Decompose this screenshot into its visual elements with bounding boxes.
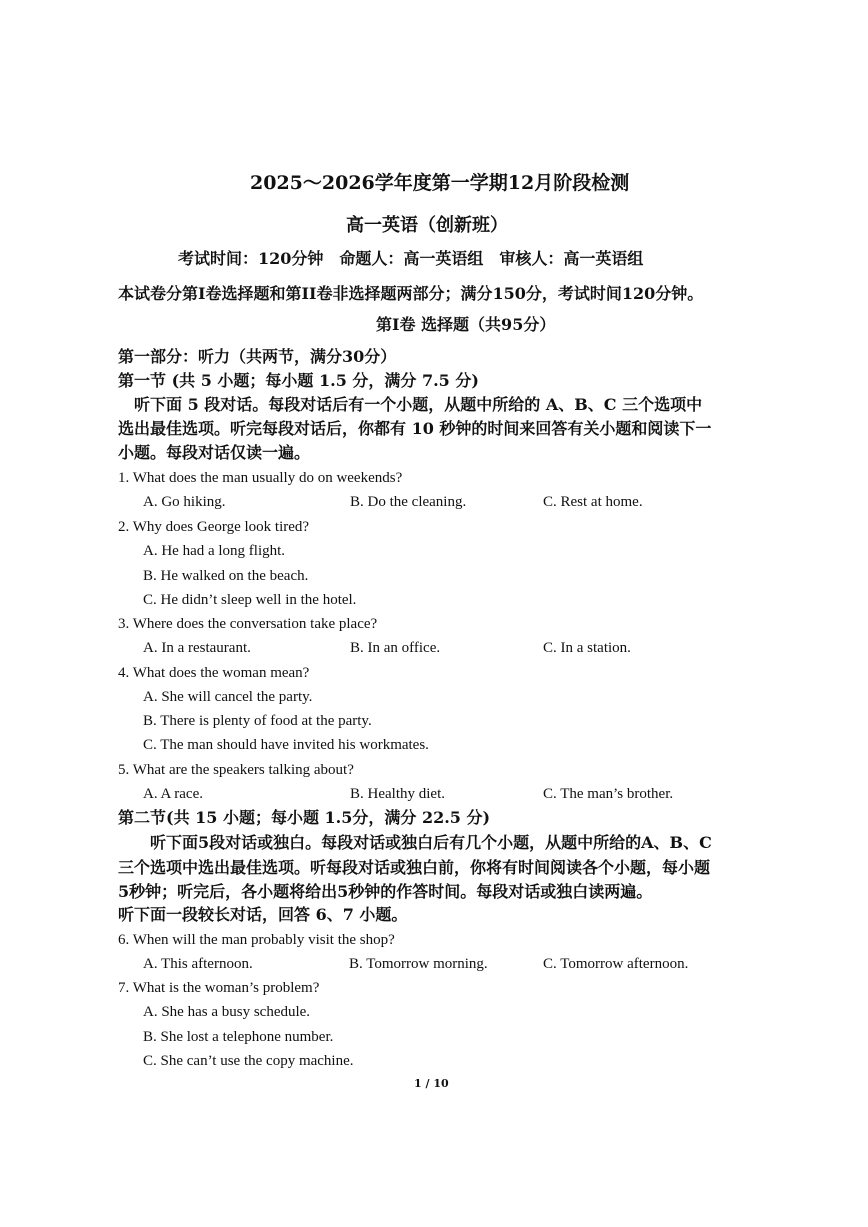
option-c: C. Tomorrow afternoon. [543, 956, 689, 972]
option-a: A. Go hiking. [143, 494, 226, 510]
section2-title: 第二节(共 15 小题；每小题 1.5分，满分 22.5 分) [118, 808, 491, 827]
option-c: C. In a station. [543, 640, 631, 656]
section1-title: 第一节 (共 5 小题；每小题 1.5 分，满分 7.5 分) [118, 371, 479, 390]
volume-title: 第I卷 选择题（共95分） [376, 315, 556, 334]
section1-instruction-line: 小题。每段对话仅读一遍。 [118, 443, 311, 462]
section2-instruction-line: 三个选项中选出最佳选项。听每段对话或独白前，你将有时间阅读各个小题，每小题 [118, 858, 711, 877]
option-a: A. She will cancel the party. [143, 689, 313, 705]
option-c: C. He didn’t sleep well in the hotel. [143, 592, 357, 608]
question-stem: 7. What is the woman’s problem? [118, 980, 320, 996]
option-c: C. She can’t use the copy machine. [143, 1053, 354, 1069]
question-stem: 3. Where does the conversation take place? [118, 616, 378, 632]
option-a: A. She has a busy schedule. [143, 1004, 311, 1020]
section1-instruction-line: 听下面 5 段对话。每段对话后有一个小题，从题中所给的 A、B、C 三个选项中 [134, 395, 703, 414]
question-stem: 5. What are the speakers talking about? [118, 762, 354, 778]
option-c: C. The man should have invited his workmates. [143, 737, 429, 753]
option-a: A. He had a long flight. [143, 543, 286, 559]
option-b: B. Do the cleaning. [350, 494, 467, 510]
exam-info: 考试时间：120分钟 命题人：高一英语组 审核人：高一英语组 [178, 249, 644, 268]
option-b: B. He walked on the beach. [143, 568, 309, 584]
exam-subtitle: 高一英语（创新班） [346, 215, 508, 236]
option-b: B. In an office. [350, 640, 441, 656]
option-b: B. Tomorrow morning. [349, 956, 488, 972]
question-stem: 6. When will the man probably visit the shop? [118, 932, 395, 948]
option-c: C. Rest at home. [543, 494, 643, 510]
question-stem: 4. What does the woman mean? [118, 665, 310, 681]
exam-instructions: 本试卷分第I卷选择题和第II卷非选择题两部分；满分150分，考试时间120分钟。 [118, 284, 704, 303]
option-a: A. In a restaurant. [143, 640, 251, 656]
option-b: B. Healthy diet. [350, 786, 445, 802]
section2-instruction-line: 听下面5段对话或独白。每段对话或独白后有几个小题，从题中所给的A、B、C [150, 833, 712, 852]
option-b: B. There is plenty of food at the party. [143, 713, 372, 729]
question-stem: 1. What does the man usually do on weekends? [118, 470, 403, 486]
part1-title: 第一部分：听力（共两节，满分30分） [118, 347, 397, 366]
dialog-note: 听下面一段较长对话，回答 6、7 小题。 [118, 905, 408, 924]
page-number: 1 / 10 [414, 1077, 449, 1090]
section2-instruction-line: 5秒钟；听完后，各小题将给出5秒钟的作答时间。每段对话或独白读两遍。 [118, 882, 653, 901]
option-b: B. She lost a telephone number. [143, 1029, 334, 1045]
option-c: C. The man’s brother. [543, 786, 674, 802]
exam-title: 2025～2026学年度第一学期12月阶段检测 [250, 172, 630, 194]
section1-instruction-line: 选出最佳选项。听完每段对话后，你都有 10 秒钟的时间来回答有关小题和阅读下一 [118, 419, 712, 438]
option-a: A. This afternoon. [143, 956, 253, 972]
question-stem: 2. Why does George look tired? [118, 519, 310, 535]
option-a: A. A race. [143, 786, 203, 802]
